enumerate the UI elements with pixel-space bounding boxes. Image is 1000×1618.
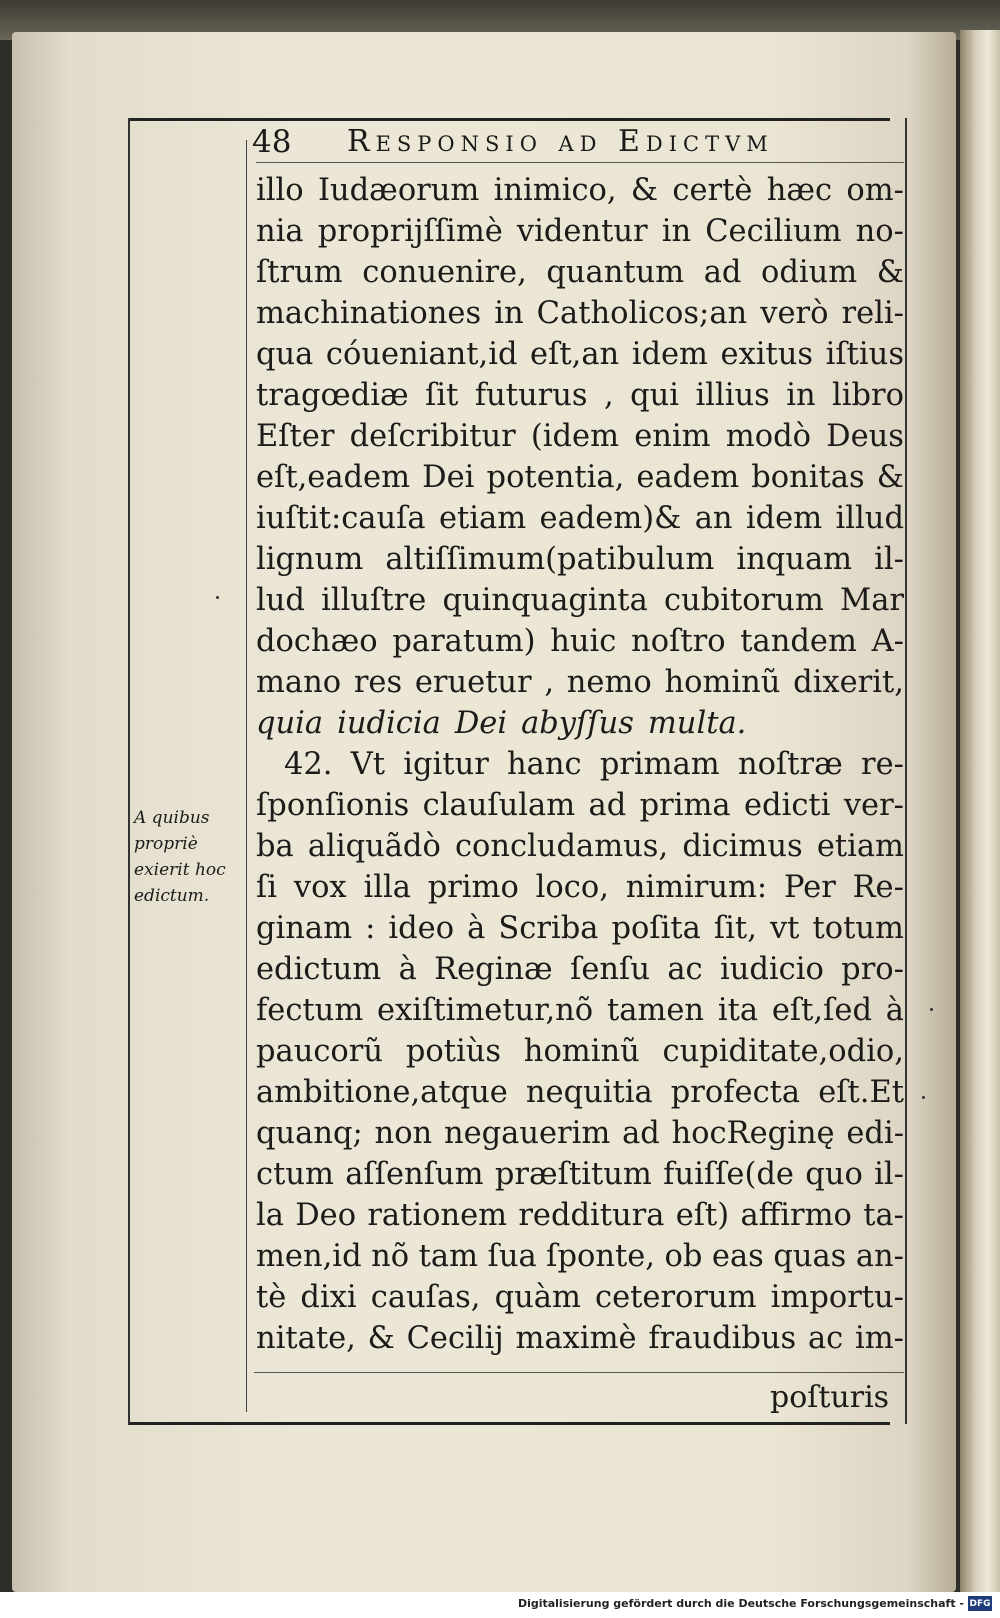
word: ginam — [256, 911, 353, 946]
text-line — [256, 1236, 904, 1277]
word: quia — [256, 706, 324, 741]
word: & — [367, 1321, 395, 1356]
word: cóueniant,id — [325, 337, 518, 372]
word: Re- — [852, 870, 904, 905]
word: exiſtimetur,nõ — [377, 993, 594, 1028]
word: mano — [256, 665, 342, 700]
word: futurus — [474, 378, 588, 413]
word: ac — [667, 952, 703, 987]
word: fuiſſe(de — [663, 1157, 794, 1192]
text-line — [256, 580, 904, 621]
book-page-edges — [960, 30, 1000, 1600]
word: ideo — [388, 911, 455, 946]
word: qua — [256, 337, 314, 372]
word: ſit, — [713, 911, 757, 946]
word: non — [374, 1116, 433, 1151]
word: aliquãdò — [307, 829, 441, 864]
text-line — [256, 908, 904, 949]
word: iudicio — [719, 952, 824, 987]
text-line — [256, 416, 904, 457]
word: (idem — [530, 419, 620, 454]
word: edi- — [846, 1116, 904, 1151]
text-line — [256, 1031, 904, 1072]
word: ctum — [256, 1157, 334, 1192]
word: Deus — [826, 419, 904, 454]
word: dochæo — [256, 624, 378, 659]
word: in — [661, 214, 692, 249]
word: il- — [874, 542, 904, 577]
word: prima — [639, 788, 731, 823]
page-number: 48 — [252, 124, 292, 160]
word: illa — [363, 870, 411, 905]
word: quanq; — [256, 1116, 363, 1151]
word: hanc — [507, 747, 582, 782]
word: etiam — [439, 501, 527, 536]
text-line — [256, 662, 904, 703]
word: proprijſſimè — [317, 214, 503, 249]
word: illuſtre — [321, 583, 427, 618]
word: concludamus, — [454, 829, 669, 864]
word: iudicia — [337, 706, 441, 741]
text-line — [256, 1113, 904, 1154]
page-header — [252, 124, 902, 164]
word: quo — [805, 1157, 863, 1192]
word: an- — [855, 1239, 904, 1274]
text-line — [256, 498, 904, 539]
word: ba — [256, 829, 294, 864]
word: im- — [855, 1321, 904, 1356]
word: inimico, — [493, 173, 617, 208]
word: eſt,an — [530, 337, 620, 372]
word: nimirum: — [625, 870, 768, 905]
word: reli- — [841, 296, 904, 331]
word: inquam — [736, 542, 853, 577]
word: nõ — [371, 1239, 410, 1274]
word: qui — [630, 378, 680, 413]
word: cauſas, — [370, 1280, 481, 1315]
word: & — [876, 460, 904, 495]
text-line — [256, 1154, 904, 1195]
word: videntur — [516, 214, 648, 249]
word: ver- — [843, 788, 904, 823]
word: illud — [835, 501, 904, 536]
word: verò — [760, 296, 829, 331]
word: ſponte, — [546, 1239, 655, 1274]
word: nia — [256, 214, 304, 249]
word: Mar — [839, 583, 904, 618]
word: tamen — [606, 993, 705, 1028]
word: aſſenſum — [345, 1157, 484, 1192]
word: ſtrum — [256, 255, 343, 290]
word: negauerim — [443, 1116, 611, 1151]
word: ſit — [425, 378, 459, 413]
word: ita — [717, 993, 759, 1028]
word: ſponſionis — [256, 788, 410, 823]
word: vt — [769, 911, 800, 946]
word: paratum) — [392, 624, 536, 659]
word: no- — [855, 214, 904, 249]
word: 42. — [284, 747, 333, 782]
word: abyſſus — [521, 706, 634, 741]
word: ac — [807, 1321, 844, 1356]
word: à — [398, 952, 417, 987]
word: noſtræ — [737, 747, 843, 782]
word: re- — [861, 747, 904, 782]
word: quinquaginta — [442, 583, 648, 618]
word: in — [786, 378, 816, 413]
running-title: Responsio ad Edictvm — [347, 124, 774, 159]
text-line — [256, 252, 904, 293]
word: poſita — [611, 911, 701, 946]
word: ceterorum — [595, 1280, 757, 1315]
word: Iudæorum — [317, 173, 480, 208]
word: an — [694, 501, 733, 536]
word: noſtro — [631, 624, 726, 659]
word: edictum — [256, 952, 382, 987]
word: om- — [846, 173, 904, 208]
word: nequitia — [525, 1075, 653, 1110]
word: Cecilium — [705, 214, 842, 249]
word: eadem — [636, 460, 740, 495]
word: ambitione,atque — [256, 1075, 508, 1110]
word: quas — [773, 1239, 847, 1274]
word: hæc — [766, 173, 833, 208]
word: machinationes — [256, 296, 482, 331]
word: certè — [672, 173, 753, 208]
word: & — [876, 255, 904, 290]
word: tè — [256, 1280, 287, 1315]
word: importu- — [770, 1280, 904, 1315]
word: ſenſu — [570, 952, 650, 987]
word: Dei — [422, 460, 475, 495]
word: vox — [293, 870, 347, 905]
word: potentia, — [486, 460, 625, 495]
text-line — [256, 1072, 904, 1113]
word: hocReginę — [671, 1116, 835, 1151]
text-line — [256, 826, 904, 867]
word: maximè — [515, 1321, 637, 1356]
word: , — [603, 378, 614, 413]
word: eſt.Et — [818, 1075, 904, 1110]
word: quàm — [494, 1280, 581, 1315]
word: eas — [711, 1239, 764, 1274]
word: nemo — [566, 665, 652, 700]
word: eadem)& — [539, 501, 682, 536]
word: à — [467, 911, 486, 946]
word: conuenire, — [362, 255, 527, 290]
word: dixerit, — [793, 665, 904, 700]
word: tandem — [740, 624, 857, 659]
word: profecta — [670, 1075, 801, 1110]
text-line — [256, 334, 904, 375]
word: paucorũ — [256, 1034, 384, 1069]
footer-rule — [254, 1372, 904, 1373]
word: potiùs — [405, 1034, 502, 1069]
word: nitate, — [256, 1321, 356, 1356]
text-line — [256, 457, 904, 498]
word: hominũ — [523, 1034, 640, 1069]
word: men,id — [256, 1239, 362, 1274]
word: lignum — [256, 542, 364, 577]
word: fectum — [256, 993, 364, 1028]
word: odium — [761, 255, 858, 290]
frame-bottom-rule — [128, 1422, 890, 1425]
word: huic — [550, 624, 617, 659]
word: Dei — [454, 706, 508, 741]
word: eſt,eadem — [256, 460, 411, 495]
word: idem — [631, 337, 708, 372]
word: in — [494, 296, 524, 331]
word: la — [256, 1198, 284, 1233]
word: ſua — [487, 1239, 537, 1274]
word: ſi — [256, 870, 278, 905]
word: clauſulam — [422, 788, 576, 823]
margin-note-line: propriè — [134, 834, 198, 854]
text-line — [256, 1277, 904, 1318]
word: ad — [588, 788, 627, 823]
word: fraudibus — [648, 1321, 797, 1356]
word: etiam — [816, 829, 904, 864]
word: dixi — [300, 1280, 357, 1315]
word: A- — [871, 624, 904, 659]
word: Deo — [295, 1198, 357, 1233]
word: quantum — [546, 255, 685, 290]
word: à — [885, 993, 904, 1028]
word: Eſter — [256, 419, 335, 454]
word: cupiditate,odio, — [662, 1034, 904, 1069]
word: Reginæ — [434, 952, 553, 987]
catchword: poſturis — [770, 1380, 890, 1415]
word: eſt) — [675, 1198, 730, 1233]
word: ad — [622, 1116, 660, 1151]
body-text — [256, 170, 904, 1359]
margin-note-line: A quibus — [134, 808, 210, 828]
text-line — [256, 949, 904, 990]
word: & — [630, 173, 659, 208]
word: dicimus — [682, 829, 803, 864]
word: iſtius — [825, 337, 904, 372]
word: præſtitum — [494, 1157, 652, 1192]
text-line — [256, 990, 904, 1031]
text-line — [256, 785, 904, 826]
text-line — [256, 621, 904, 662]
word: bonitas — [751, 460, 865, 495]
word: libro — [832, 378, 904, 413]
word: rationem — [367, 1198, 508, 1233]
text-line — [256, 170, 904, 211]
word: totum — [812, 911, 904, 946]
word: igitur — [403, 747, 489, 782]
footer-credit: Digitalisierung gefördert durch die Deutsche Forschungsgemeinschaft - — [517, 1597, 964, 1610]
word: loco, — [535, 870, 609, 905]
word: altiſſimum(patibulum — [385, 542, 715, 577]
word: hominũ — [664, 665, 781, 700]
word: multa. — [647, 706, 747, 741]
margin-note — [134, 805, 242, 909]
word: edicti — [744, 788, 831, 823]
word: idem — [745, 501, 823, 536]
dfg-logo: DFG — [968, 1596, 992, 1611]
word: eruetur — [414, 665, 532, 700]
frame-top-rule — [128, 118, 890, 121]
word: il- — [874, 1157, 904, 1192]
frame-right-rule — [905, 118, 907, 1424]
text-line — [256, 744, 904, 785]
word: affirmo — [740, 1198, 852, 1233]
word: tragœdiæ — [256, 378, 409, 413]
word: eſt,ſed — [771, 993, 872, 1028]
word: modò — [725, 419, 811, 454]
text-line — [256, 375, 904, 416]
word: cubitorum — [663, 583, 824, 618]
text-line — [256, 211, 904, 252]
word: tam — [418, 1239, 479, 1274]
word: illius — [695, 378, 770, 413]
margin-note-line: edictum. — [134, 886, 210, 906]
word: primo — [427, 870, 519, 905]
word: Vt — [350, 747, 386, 782]
word: Scriba — [498, 911, 599, 946]
word: Catholicos;an — [536, 296, 748, 331]
word: : — [365, 911, 376, 946]
word: Per — [784, 870, 836, 905]
word: ta- — [863, 1198, 904, 1233]
word: exitus — [720, 337, 814, 372]
margin-column-rule — [246, 140, 247, 1412]
word: iuſtit:cauſa — [256, 501, 426, 536]
word: illo — [256, 173, 304, 208]
word: deſcribitur — [349, 419, 516, 454]
word: pro- — [841, 952, 904, 987]
frame-left-rule — [128, 118, 130, 1424]
margin-note-line: exierit hoc — [134, 860, 226, 880]
word: , — [544, 665, 555, 700]
text-line — [256, 703, 904, 744]
word: enim — [634, 419, 711, 454]
word: res — [353, 665, 403, 700]
text-line — [256, 539, 904, 580]
text-line — [256, 293, 904, 334]
text-line — [256, 867, 904, 908]
word: primam — [599, 747, 720, 782]
text-line — [256, 1318, 904, 1359]
word: ad — [703, 255, 742, 290]
word: Cecilij — [406, 1321, 504, 1356]
text-line — [256, 1195, 904, 1236]
word: lud — [256, 583, 305, 618]
word: ob — [664, 1239, 703, 1274]
word: redditura — [518, 1198, 665, 1233]
